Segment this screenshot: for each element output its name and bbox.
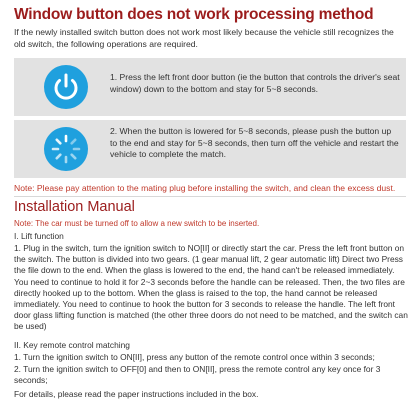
step-1-box <box>14 58 406 116</box>
mating-plug-note: Note: Please pay attention to the mating plug before installing the switch, and clean the excess dust. <box>14 183 396 193</box>
loading-icon <box>44 127 88 171</box>
power-icon <box>44 65 88 109</box>
remote-step-2: 2. Turn the ignition switch to OFF[0] and then to ON[II], press the remote control any key once for 3 seconds; <box>14 364 381 386</box>
step-2-text: 2. When the button is lowered for 5~8 seconds, please push the button up to the end and stay for 5~8 seconds, then turn off the vehicle and restart the vehicle to complete the match. <box>110 126 399 159</box>
remote-step-1: 1. Turn the ignition switch to ON[II], press any button of the remote control once within 3 seconds; <box>14 352 375 362</box>
installation-manual-title: Installation Manual <box>14 199 135 215</box>
turn-off-note: Note: The car must be turned off to allow a new switch to be inserted. <box>14 219 260 228</box>
intro-text: If the newly installed switch button does not work most likely because the vehicle still recognizes the old switch, the following operations are required. <box>14 27 394 49</box>
lift-function-heading: I. Lift function <box>14 231 64 241</box>
step-2-box <box>14 120 406 178</box>
footer-text: For details, please read the paper instructions included in the box. <box>14 389 259 399</box>
page-title: Window button does not work processing method <box>14 6 374 23</box>
lift-function-body: 1. Plug in the switch, turn the ignition switch to NO[II] or directly start the car. Press the left front button on the switch. The button is divided into two gears. (1 gear manual lift, 2 gear automatic lift) Direct two Press the file down to the end. When the glass is lowered to the end, the hand can't be released immediately. You need to continue to hold it for 2~3 seconds before the handle can be released. Then, the two files are directly hooked up to the bottom. When the glass is raised to the top, the hand cannot be released immediately. You need to continue to hook the button for 3 seconds to release the handle. The left front door glass lifting function is matched (the other three doors do not need to be matched, and the switch can be used) <box>14 243 408 332</box>
divider <box>14 196 406 197</box>
remote-matching-heading: II. Key remote control matching <box>14 340 130 350</box>
step-1-text: 1. Press the left front door button (ie the button that controls the driver's seat window) down to the bottom and stay for 5~8 seconds. <box>110 72 400 94</box>
